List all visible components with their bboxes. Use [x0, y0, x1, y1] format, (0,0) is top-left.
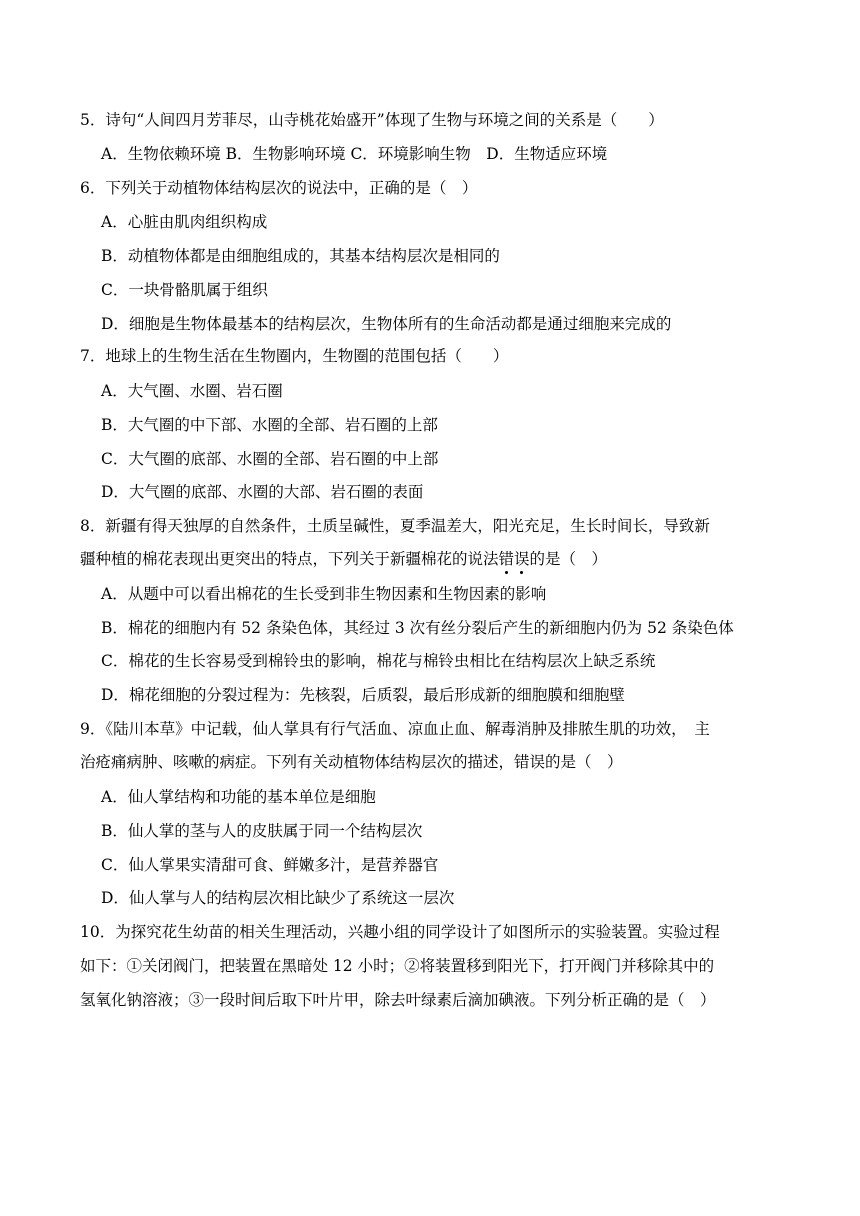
question-10-stem-line-1: 10．为探究花生幼苗的相关生理活动，兴趣小组的同学设计了如图所示的实验装置。实验过程 — [80, 923, 720, 941]
question-5-options: A．生物依赖环境 B．生物影响环境 C．环境影响生物 D．生物适应环境 — [101, 145, 608, 163]
emphasis-char-1: 错 — [498, 550, 515, 568]
question-9-stem-line-1: 9．《陆川本草》中记载，仙人掌具有行气活血、凉血止血、解毒消肿及排脓生肌的功效， 主 — [80, 720, 710, 738]
question-7-option-a: A．大气圈、水圈、岩石圈 — [101, 382, 283, 400]
question-6-option-a: A．心脏由肌肉组织构成 — [101, 213, 268, 231]
question-9-option-d: D．仙人掌与人的结构层次相比缺少了系统这一层次 — [101, 889, 455, 907]
emphasis-char-2: 误 — [514, 550, 530, 568]
question-9-option-b: B．仙人掌的茎与人的皮肤属于同一个结构层次 — [101, 822, 423, 840]
question-8-stem-line-2 — [80, 549, 607, 569]
question-7-option-c: C．大气圈的底部、水圈的全部、岩石圈的中上部 — [101, 450, 439, 468]
question-8-option-b: B．棉花的细胞内有 52 条染色体，其经过 3 次有丝分裂后产生的新细胞内仍为 52 条染色体 — [101, 619, 734, 637]
question-9-option-c: C．仙人掌果实清甜可食、鲜嫩多汁，是营养器官 — [101, 856, 439, 874]
question-6-option-d: D．细胞是生物体最基本的结构层次，生物体所有的生命活动都是通过细胞来完成的 — [101, 315, 672, 333]
question-6-stem: 6．下列关于动植物体结构层次的说法中，正确的是（ ） — [80, 179, 478, 197]
question-8-stem-text: 疆种植的棉花表现出更突出的特点，下列关于新疆棉花的说法 — [80, 550, 499, 568]
question-7-option-b: B．大气圈的中下部、水圈的全部、岩石圈的上部 — [101, 416, 438, 434]
question-10-stem-line-3: 氢氧化钠溶液；③一段时间后取下叶片甲，除去叶绿素后滴加碘液。下列分析正确的是（ ） — [80, 991, 716, 1009]
question-8-option-c: C．棉花的生长容易受到棉铃虫的影响，棉花与棉铃虫相比在结构层次上缺乏系统 — [101, 652, 656, 670]
question-8-stem-line-1: 8．新疆有得天独厚的自然条件，土质呈碱性，夏季温差大，阳光充足，生长时间长，导致新 — [80, 517, 710, 535]
question-9-option-a: A．仙人掌结构和功能的基本单位是细胞 — [101, 788, 376, 806]
question-8-stem-end: 的是（ ） — [529, 550, 608, 568]
question-8-option-d: D．棉花细胞的分裂过程为：先核裂，后质裂，最后形成新的细胞膜和细胞壁 — [101, 686, 625, 704]
question-5-stem: 5．诗句“人间四月芳菲尽，山寺桃花始盛开”体现了生物与环境之间的关系是（ ） — [80, 111, 664, 129]
question-6-option-b: B．动植物体都是由细胞组成的，其基本结构层次是相同的 — [101, 247, 500, 265]
question-8-option-a: A．从题中可以看出棉花的生长受到非生物因素和生物因素的影响 — [101, 585, 547, 603]
question-9-stem-line-2: 治疮痛病肿、咳嗽的病症。下列有关动植物体结构层次的描述，错误的是（ ） — [80, 753, 623, 771]
question-10-stem-line-2: 如下：①关闭阀门，把装置在黑暗处 12 小时；②将装置移到阳光下，打开阀门并移除其中的 — [80, 957, 715, 975]
question-7-stem: 7．地球上的生物生活在生物圈内，生物圈的范围包括（ ） — [80, 347, 509, 365]
question-6-option-c: C．一块骨骼肌属于组织 — [101, 281, 268, 299]
question-7-option-d: D．大气圈的底部、水圈的大部、岩石圈的表面 — [101, 483, 424, 501]
